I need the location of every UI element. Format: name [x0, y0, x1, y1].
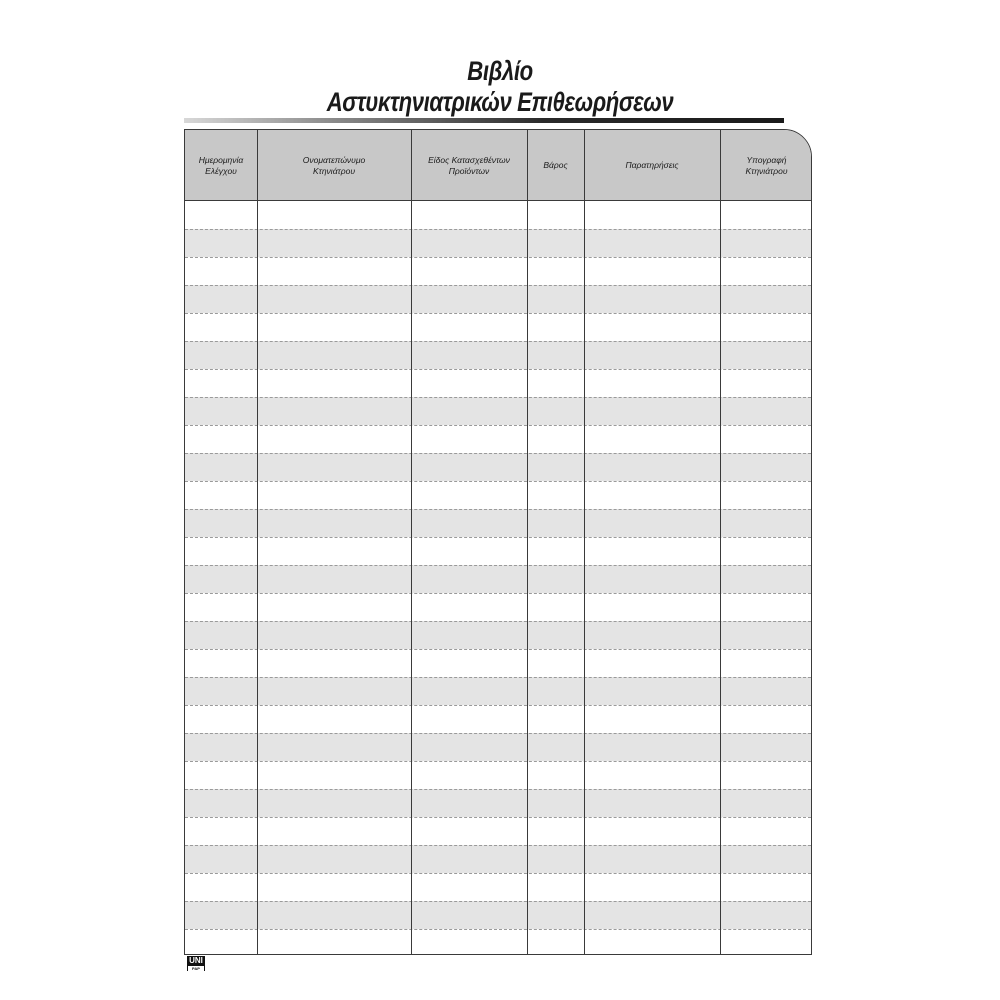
- column-divider: [527, 130, 528, 954]
- table-row-divider: [185, 705, 811, 706]
- table-row-divider: [185, 425, 811, 426]
- table-row-divider: [185, 901, 811, 902]
- table-row-shaded: [185, 229, 811, 257]
- table-row-shaded: [185, 565, 811, 593]
- table-row-divider: [185, 761, 811, 762]
- column-header-vet-name: Ονοματεπώνυμο Κτηνιάτρου: [302, 154, 366, 176]
- table-row-shaded: [185, 677, 811, 705]
- table-row-divider: [185, 453, 811, 454]
- table-row-shaded: [185, 789, 811, 817]
- table-row-shaded: [185, 285, 811, 313]
- column-divider: [584, 130, 585, 954]
- column-header-weight: Βάρος: [543, 160, 568, 170]
- table-row-divider: [185, 397, 811, 398]
- table-row-divider: [185, 929, 811, 930]
- table-row-divider: [185, 845, 811, 846]
- table-row-shaded: [185, 509, 811, 537]
- table-row-divider: [185, 873, 811, 874]
- table-row-shaded: [185, 453, 811, 481]
- table-row-divider: [185, 817, 811, 818]
- table-row-shaded: [185, 621, 811, 649]
- table-row-divider: [185, 229, 811, 230]
- table-row-shaded: [185, 733, 811, 761]
- table-row-divider: [185, 313, 811, 314]
- table-row-divider: [185, 621, 811, 622]
- table-row-divider: [185, 341, 811, 342]
- document-title-line-2: Αστυκτηνιατρικών Επιθεωρήσεων: [326, 87, 674, 117]
- table-row-divider: [185, 649, 811, 650]
- table-row-shaded: [185, 397, 811, 425]
- document-title-line-1: Βιβλίο: [467, 56, 533, 86]
- publisher-logo: [187, 956, 205, 971]
- column-divider: [720, 130, 721, 954]
- column-divider: [257, 130, 258, 954]
- column-divider: [411, 130, 412, 954]
- table-row-divider: [185, 369, 811, 370]
- title-underline-rule: [184, 118, 784, 123]
- table-row-divider: [185, 285, 811, 286]
- table-row-divider: [185, 481, 811, 482]
- table-row-divider: [185, 565, 811, 566]
- table-row-divider: [185, 677, 811, 678]
- table-row-shaded: [185, 845, 811, 873]
- column-header-vet-signature: Υπογραφή Κτηνιάτρου: [745, 154, 788, 176]
- column-header-confiscated-products: Είδος Κατασχεθέντων Προϊόντων: [428, 154, 510, 176]
- table-row-divider: [185, 593, 811, 594]
- table-row-shaded: [185, 341, 811, 369]
- table-row-shaded: [185, 901, 811, 929]
- table-row-divider: [185, 509, 811, 510]
- table-row-divider: [185, 733, 811, 734]
- column-header-remarks: Παρατηρήσεις: [625, 160, 679, 170]
- column-header-date: Ημερομηνία Ελέγχου: [198, 154, 244, 176]
- publisher-logo-text: UNI: [189, 956, 203, 965]
- inspection-log-table: [184, 129, 812, 955]
- publisher-logo-subtext: PAP: [187, 965, 205, 971]
- table-row-divider: [185, 789, 811, 790]
- table-row-divider: [185, 537, 811, 538]
- table-row-divider: [185, 257, 811, 258]
